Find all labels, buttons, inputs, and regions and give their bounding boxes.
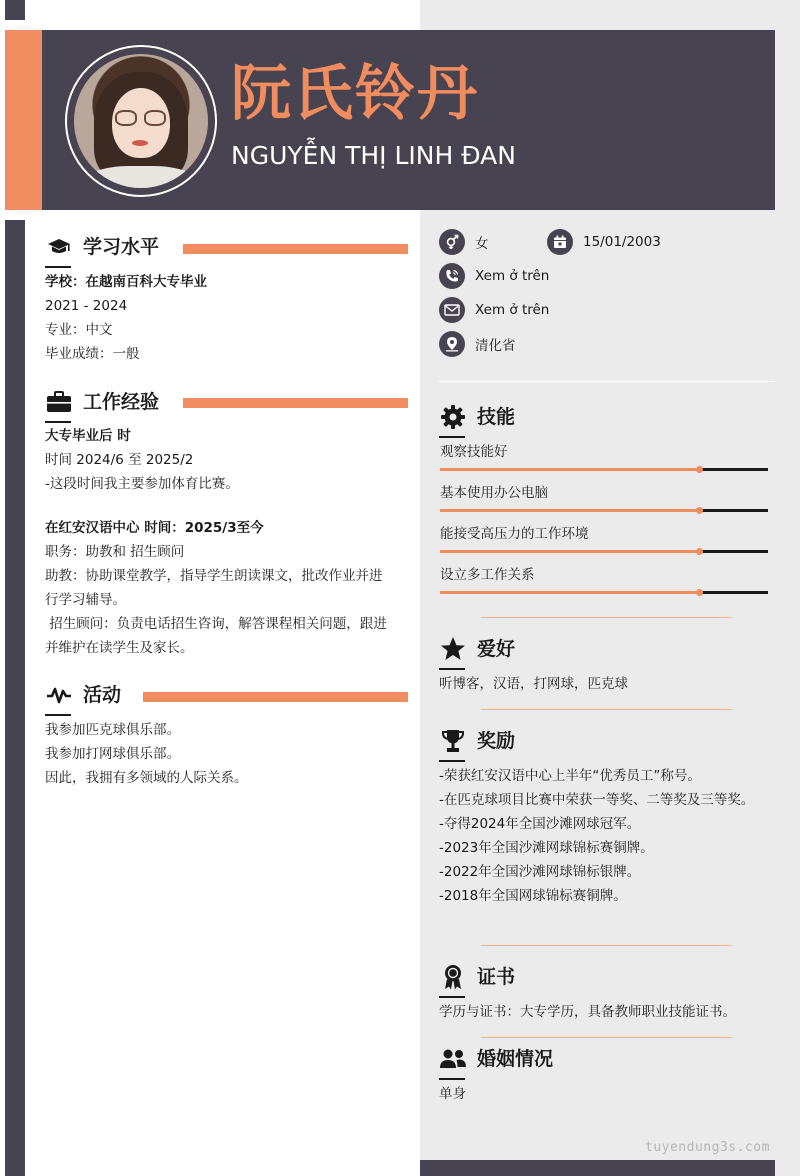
activity-line: 我参加打网球俱乐部。 xyxy=(45,746,180,762)
award-line: -在匹克球项目比赛中荣获一等奖、二等奖及三等奖。 xyxy=(439,792,755,808)
skill-level-bar xyxy=(440,468,768,471)
activities-title: 活动 xyxy=(83,684,122,706)
skill-level-knob xyxy=(696,466,703,473)
name-vietnamese: NGUYỄN THỊ LINH ĐAN xyxy=(231,141,516,170)
activities-heading xyxy=(45,680,121,710)
job2-title: 在红安汉语中心 时间：2025/3至今 xyxy=(45,520,264,536)
skill-level-knob xyxy=(696,548,703,555)
email-value: Xem ở trên xyxy=(475,302,550,318)
divider xyxy=(482,709,732,710)
briefcase-icon xyxy=(45,388,73,416)
marital-heading xyxy=(439,1044,553,1074)
education-heading xyxy=(45,232,159,262)
awards-title: 奖励 xyxy=(477,730,516,752)
hobbies-text: 听博客，汉语，打网球，匹克球 xyxy=(439,676,628,692)
activity-line: 我参加匹克球俱乐部。 xyxy=(45,722,180,738)
address-value: 清化省 xyxy=(475,338,516,354)
skill-level-knob xyxy=(696,507,703,514)
activity-line: 因此，我拥有多领域的人际关系。 xyxy=(45,770,248,786)
job1-title: 大专毕业后 时 xyxy=(45,428,131,444)
skill-level-knob xyxy=(696,589,703,596)
hobbies-heading xyxy=(439,634,515,664)
avatar xyxy=(74,54,208,188)
education-major: 专业：中文 xyxy=(45,322,113,338)
job1-desc: -这段时间我主要参加体育比赛。 xyxy=(45,476,239,492)
education-years: 2021 - 2024 xyxy=(45,298,128,314)
award-line: -2023年全国沙滩网球锦标赛铜牌。 xyxy=(439,840,654,856)
watermark: tuyendung3s.com xyxy=(645,1140,770,1155)
divider xyxy=(482,617,732,618)
gender-value: 女 xyxy=(475,236,489,252)
gender-row xyxy=(439,229,489,255)
skill-level-fill xyxy=(440,591,699,594)
divider xyxy=(482,1037,732,1038)
activities-title-bar xyxy=(143,692,408,702)
work-title: 工作经验 xyxy=(83,391,160,413)
education-title: 学习水平 xyxy=(83,236,160,258)
skill-level-bar xyxy=(440,509,768,512)
skill-level-fill xyxy=(440,468,699,471)
trophy-icon xyxy=(439,727,467,755)
education-school: 学校：在越南百科大专毕业 xyxy=(45,274,207,290)
graduation-cap-icon xyxy=(45,233,73,261)
education-grade: 毕业成绩：一般 xyxy=(45,346,140,362)
skills-title: 技能 xyxy=(477,406,516,428)
marital-text: 单身 xyxy=(439,1086,466,1102)
gear-icon xyxy=(439,403,467,431)
birthday-row xyxy=(547,229,661,255)
skill-level-bar xyxy=(440,550,768,553)
awards-heading xyxy=(439,726,515,756)
star-icon xyxy=(439,635,467,663)
job2-desc1-line2: 行学习辅导。 xyxy=(45,592,126,608)
name-chinese: 阮氏铃丹 xyxy=(231,59,479,129)
users-icon xyxy=(439,1045,467,1073)
avatar-ring xyxy=(65,45,217,197)
work-title-bar xyxy=(183,398,408,408)
pulse-icon xyxy=(45,681,73,709)
location-pin-icon xyxy=(439,331,465,357)
marital-title: 婚姻情况 xyxy=(477,1048,554,1070)
medal-icon xyxy=(439,963,467,991)
birthday-value: 15/01/2003 xyxy=(583,234,661,250)
award-line: -2018年全国网球锦标赛铜牌。 xyxy=(439,888,627,904)
award-line: -2022年全国沙滩网球锦标银牌。 xyxy=(439,864,641,880)
skill-label: 观察技能好 xyxy=(440,444,508,460)
hobbies-title: 爱好 xyxy=(477,638,516,660)
skills-heading xyxy=(439,402,515,432)
envelope-icon xyxy=(439,297,465,323)
header-accent-bar xyxy=(5,30,42,210)
certificates-text: 学历与证书：大专学历，具备教师职业技能证书。 xyxy=(439,1004,736,1020)
job2-desc2-line1: 招生顾问：负责电话招生咨询，解答课程相关问题，跟进 xyxy=(45,616,387,632)
address-row xyxy=(439,331,516,357)
certificates-heading xyxy=(439,962,515,992)
job2-role: 职务：助教和 招生顾问 xyxy=(45,544,185,560)
job1-time: 时间 2024/6 至 2025/2 xyxy=(45,452,194,468)
gender-icon xyxy=(439,229,465,255)
certificates-title: 证书 xyxy=(477,966,516,988)
phone-value: Xem ở trên xyxy=(475,268,550,284)
education-title-bar xyxy=(183,244,408,254)
header-banner xyxy=(5,30,775,210)
award-line: -荣获红安汉语中心上半年“优秀员工”称号。 xyxy=(439,768,701,784)
phone-icon xyxy=(439,263,465,289)
skill-level-fill xyxy=(440,550,699,553)
left-stripe-top xyxy=(5,0,25,20)
job2-desc1-line1: 助教：协助课堂教学，指导学生朗读课文，批改作业并进 xyxy=(45,568,383,584)
skill-level-bar xyxy=(440,591,768,594)
left-stripe xyxy=(5,220,25,1176)
award-line: -夺得2024年全国沙滩网球冠军。 xyxy=(439,816,641,832)
skill-level-fill xyxy=(440,509,699,512)
work-heading xyxy=(45,387,159,417)
phone-row xyxy=(439,263,549,289)
job2-desc2-line2: 并维护在读学生及家长。 xyxy=(45,640,194,656)
divider xyxy=(482,945,732,946)
calendar-icon xyxy=(547,229,573,255)
email-row xyxy=(439,297,549,323)
skill-label: 能接受高压力的工作环境 xyxy=(440,526,589,542)
bottom-bar xyxy=(420,1160,775,1176)
skill-label: 基本使用办公电脑 xyxy=(440,485,548,501)
skill-label: 设立多工作关系 xyxy=(440,567,535,583)
contact-divider xyxy=(439,381,775,382)
